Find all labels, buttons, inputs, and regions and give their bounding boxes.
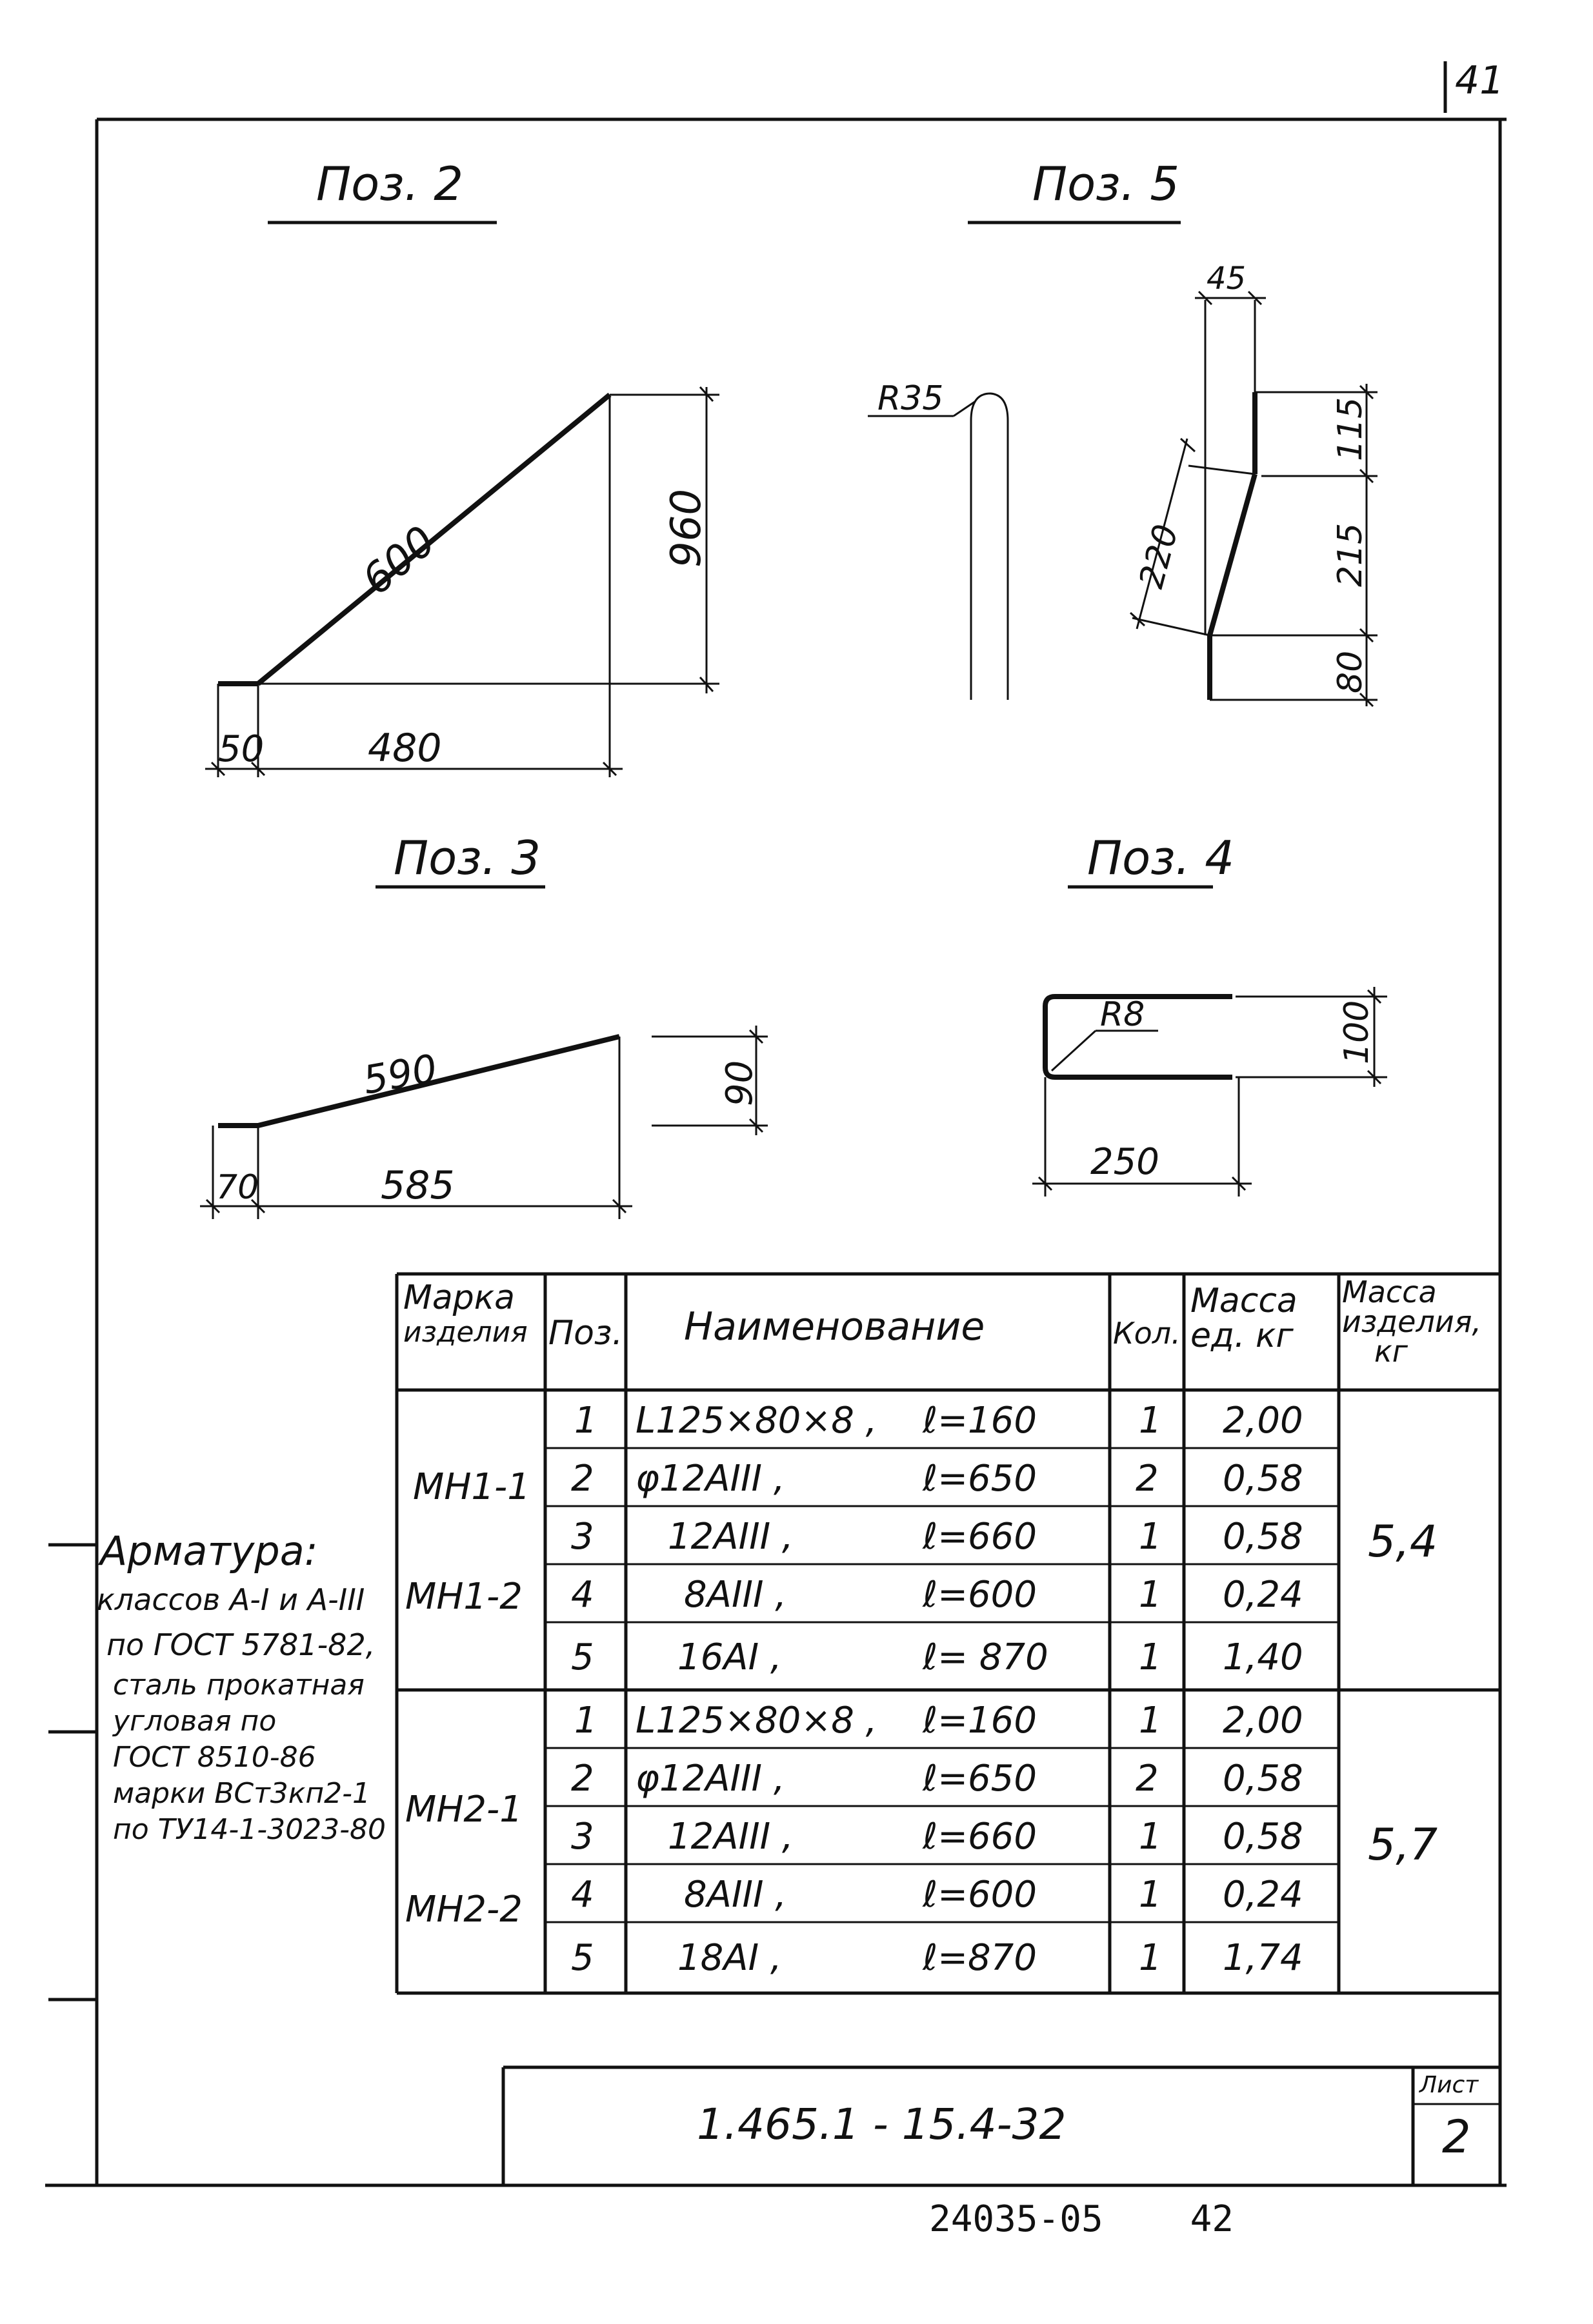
row-length: ℓ=650 bbox=[923, 1458, 1037, 1500]
row-name: 18AI , bbox=[677, 1936, 782, 1979]
row-pos: 5 bbox=[571, 1936, 594, 1979]
pos2-title: Поз. 2 bbox=[316, 157, 464, 211]
row-length: ℓ=650 bbox=[923, 1758, 1037, 1800]
pos3-dim-left: 70 bbox=[216, 1168, 259, 1207]
pos4-dim-radius: R8 bbox=[1100, 995, 1145, 1034]
row-qty: 1 bbox=[1139, 1874, 1162, 1916]
note-line: по ТУ14-1-3023-80 bbox=[113, 1813, 386, 1846]
pos5-dim-upper: 115 bbox=[1331, 397, 1370, 461]
note-line: ГОСТ 8510-86 bbox=[113, 1741, 316, 1774]
pos5-dim-middle: 215 bbox=[1331, 522, 1370, 587]
row-pos: 1 bbox=[574, 1700, 597, 1742]
pos2-dim-left: 50 bbox=[218, 728, 265, 770]
pos5-dim-lower: 80 bbox=[1331, 650, 1370, 693]
header-qty: Кол. bbox=[1113, 1316, 1181, 1351]
group2-total: 5,7 bbox=[1368, 1819, 1438, 1871]
row-pos: 4 bbox=[571, 1874, 594, 1916]
row-name: L125×80×8 , bbox=[636, 1400, 877, 1442]
group2-mark-2: МН2-2 bbox=[405, 1888, 523, 1931]
pos3-dim-height: 90 bbox=[719, 1060, 761, 1106]
pos3-drawing bbox=[200, 887, 768, 1219]
row-length: ℓ=160 bbox=[923, 1400, 1037, 1442]
row-mass: 0,58 bbox=[1223, 1816, 1303, 1858]
row-qty: 2 bbox=[1136, 1758, 1159, 1800]
pos5-dim-radius: R35 bbox=[877, 379, 944, 418]
row-pos: 2 bbox=[571, 1758, 594, 1800]
row-qty: 2 bbox=[1136, 1458, 1159, 1500]
material-note bbox=[97, 1525, 397, 1848]
row-mass: 0,58 bbox=[1223, 1458, 1303, 1500]
row-length: ℓ= 870 bbox=[923, 1636, 1048, 1678]
row-name: 8AIII , bbox=[684, 1874, 787, 1916]
row-pos: 4 bbox=[571, 1574, 594, 1616]
sheet-label: Лист bbox=[1419, 2072, 1479, 2098]
sheet-number: 2 bbox=[1442, 2110, 1471, 2163]
pos2-dim-run: 480 bbox=[368, 726, 442, 771]
note-title: Арматура: bbox=[100, 1527, 318, 1574]
row-mass: 0,24 bbox=[1223, 1574, 1303, 1616]
pos5-title: Поз. 5 bbox=[1032, 157, 1180, 211]
row-name: L125×80×8 , bbox=[636, 1700, 877, 1742]
pos3-dim-run: 585 bbox=[381, 1163, 455, 1208]
row-mass: 0,24 bbox=[1223, 1874, 1303, 1916]
note-line: марки ВСт3кп2-1 bbox=[113, 1777, 370, 1810]
pos2-drawing bbox=[205, 223, 719, 777]
row-length: ℓ=870 bbox=[923, 1936, 1037, 1979]
row-pos: 5 bbox=[571, 1636, 594, 1678]
row-name: φ12AIII , bbox=[636, 1458, 785, 1500]
pos4-title: Поз. 4 bbox=[1087, 831, 1235, 885]
pos5-dim-top: 45 bbox=[1207, 261, 1247, 297]
row-name: 16AI , bbox=[677, 1636, 782, 1678]
pos5-drawing bbox=[868, 223, 1378, 706]
header-mark-line1: Марка bbox=[403, 1278, 516, 1317]
row-mass: 0,58 bbox=[1223, 1758, 1303, 1800]
header-item-mass bbox=[1342, 1275, 1482, 1369]
pos5-dim-slant: 220 bbox=[1132, 520, 1187, 593]
row-pos: 3 bbox=[571, 1816, 594, 1858]
row-qty: 1 bbox=[1139, 1574, 1162, 1616]
header-name: Наименование bbox=[684, 1304, 985, 1349]
group2-mark-1: МН2-1 bbox=[405, 1788, 523, 1831]
note-line: угловая по bbox=[113, 1705, 277, 1738]
row-name: 12AIII , bbox=[668, 1816, 794, 1858]
row-qty: 1 bbox=[1139, 1636, 1162, 1678]
header-mark bbox=[403, 1280, 528, 1350]
row-qty: 1 bbox=[1139, 1400, 1162, 1442]
pos4-drawing bbox=[1032, 887, 1387, 1197]
row-length: ℓ=600 bbox=[923, 1874, 1037, 1916]
group1-mark-2: МН1-2 bbox=[405, 1575, 523, 1618]
row-pos: 3 bbox=[571, 1516, 594, 1558]
header-item-mass-line2: изделия, bbox=[1342, 1304, 1482, 1339]
note-line: классов A-I и A-III bbox=[97, 1582, 365, 1617]
footer-code: 24035-05 42 bbox=[929, 2198, 1234, 2240]
row-mass: 0,58 bbox=[1223, 1516, 1303, 1558]
group1-mark-1: МН1-1 bbox=[413, 1465, 530, 1508]
note-line: по ГОСТ 5781-82, bbox=[106, 1627, 376, 1662]
row-mass: 1,74 bbox=[1223, 1936, 1303, 1979]
header-unit-mass-line2: ед. кг bbox=[1190, 1316, 1294, 1355]
header-unit-mass-line1: Масса bbox=[1190, 1282, 1297, 1320]
row-qty: 1 bbox=[1139, 1700, 1162, 1742]
pos2-dim-diag: 600 bbox=[354, 517, 445, 605]
pos4-dim-width: 250 bbox=[1090, 1141, 1159, 1183]
doc-code: 1.465.1 - 15.4-32 bbox=[697, 2100, 1067, 2149]
row-mass: 1,40 bbox=[1223, 1636, 1303, 1678]
row-pos: 1 bbox=[574, 1400, 597, 1442]
header-mark-line2: изделия bbox=[403, 1316, 528, 1349]
row-length: ℓ=160 bbox=[923, 1700, 1037, 1742]
pos4-dim-height: 100 bbox=[1338, 1000, 1376, 1064]
row-name: 12AIII , bbox=[668, 1516, 794, 1558]
row-length: ℓ=660 bbox=[923, 1516, 1037, 1558]
row-qty: 1 bbox=[1139, 1516, 1162, 1558]
pos3-dim-diag: 590 bbox=[359, 1046, 441, 1104]
header-unit-mass bbox=[1190, 1284, 1297, 1353]
row-length: ℓ=660 bbox=[923, 1816, 1037, 1858]
header-item-mass-line1: Масса bbox=[1342, 1275, 1437, 1309]
note-line: сталь прокатная bbox=[113, 1669, 365, 1702]
group1-total: 5,4 bbox=[1368, 1516, 1438, 1567]
row-length: ℓ=600 bbox=[923, 1574, 1037, 1616]
page-number: 41 bbox=[1455, 58, 1505, 103]
pos2-dim-height: 960 bbox=[663, 488, 710, 568]
row-pos: 2 bbox=[571, 1458, 594, 1500]
row-mass: 2,00 bbox=[1223, 1700, 1303, 1742]
header-pos: Поз. bbox=[548, 1314, 623, 1353]
pos3-title: Поз. 3 bbox=[394, 831, 541, 885]
header-item-mass-line3: кг bbox=[1374, 1334, 1408, 1369]
row-qty: 1 bbox=[1139, 1816, 1162, 1858]
row-name: 8AIII , bbox=[684, 1574, 787, 1616]
row-mass: 2,00 bbox=[1223, 1400, 1303, 1442]
row-qty: 1 bbox=[1139, 1936, 1162, 1979]
row-name: φ12AIII , bbox=[636, 1758, 785, 1800]
